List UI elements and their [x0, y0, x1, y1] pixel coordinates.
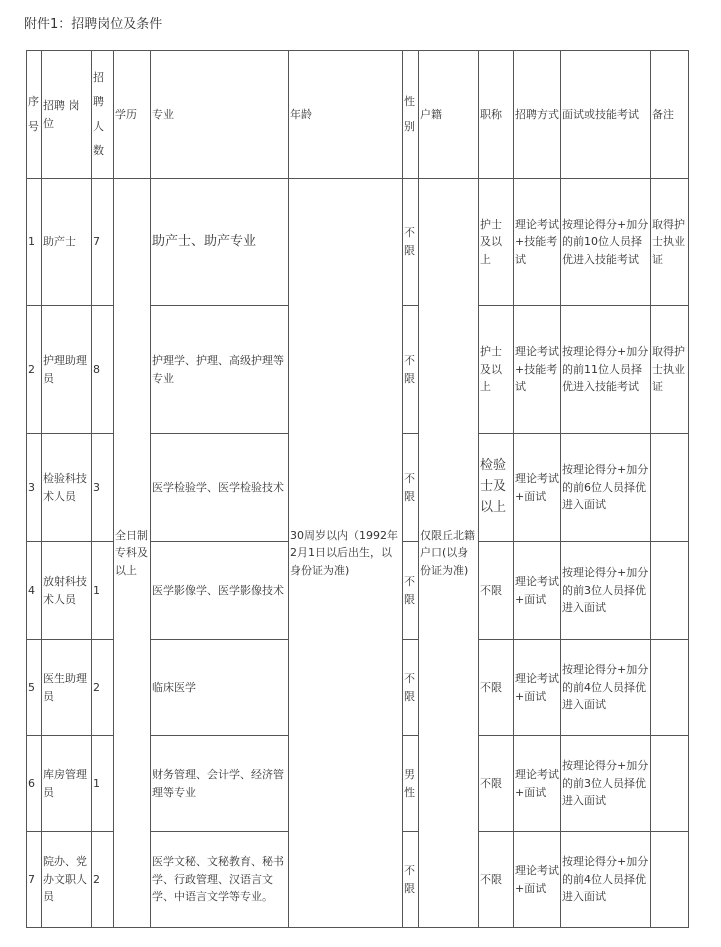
header-no: 序号 [27, 51, 42, 179]
header-row [27, 51, 689, 179]
cell-major: 医学影像学、医学影像技术 [151, 542, 289, 640]
cell-no: 4 [27, 542, 42, 640]
cell-title: 不限 [479, 640, 514, 736]
cell-note [651, 542, 689, 640]
cell-count: 3 [92, 434, 114, 542]
cell-exam: 按理论得分+加分的前3位人员择优进入面试 [561, 542, 651, 640]
cell-title: 不限 [479, 736, 514, 832]
cell-count: 7 [92, 179, 114, 306]
cell-age: 30周岁以内（1992年2月1日以后出生，以身份证为准) [289, 179, 403, 928]
cell-method: 理论考试+面试 [514, 434, 561, 542]
cell-major: 临床医学 [151, 640, 289, 736]
cell-post: 医生助理员 [42, 640, 92, 736]
header-exam: 面试或技能考试 [561, 51, 651, 179]
cell-method: 理论考试+面试 [514, 832, 561, 928]
cell-title: 护士及以上 [479, 306, 514, 434]
cell-title: 护士及以上 [479, 179, 514, 306]
cell-post: 护理助理员 [42, 306, 92, 434]
cell-gender: 不限 [403, 640, 419, 736]
cell-method: 理论考试+面试 [514, 640, 561, 736]
header-method: 招聘方式 [514, 51, 561, 179]
cell-major: 护理学、护理、高级护理等专业 [151, 306, 289, 434]
cell-title: 检验士及以上 [479, 434, 514, 542]
recruitment-table [26, 50, 689, 928]
cell-count: 2 [92, 832, 114, 928]
cell-method: 理论考试+技能考试 [514, 306, 561, 434]
header-age: 年龄 [289, 51, 403, 179]
cell-note [651, 640, 689, 736]
cell-no: 1 [27, 179, 42, 306]
header-note: 备注 [651, 51, 689, 179]
cell-hukou: 仅限丘北籍户口(以身份证为准) [419, 179, 479, 928]
document-title: 附件1：招聘岗位及条件 [24, 17, 163, 32]
cell-method: 理论考试+面试 [514, 736, 561, 832]
cell-post: 院办、党办文职人员 [42, 832, 92, 928]
cell-major: 医学检验学、医学检验技术 [151, 434, 289, 542]
cell-gender: 不限 [403, 434, 419, 542]
cell-no: 3 [27, 434, 42, 542]
cell-method: 理论考试+面试 [514, 542, 561, 640]
cell-no: 6 [27, 736, 42, 832]
cell-gender: 男性 [403, 736, 419, 832]
header-gender: 性别 [403, 51, 419, 179]
cell-exam: 按理论得分+加分的前3位人员择优进入面试 [561, 736, 651, 832]
cell-post: 放射科技术人员 [42, 542, 92, 640]
cell-note [651, 434, 689, 542]
header-major: 专业 [151, 51, 289, 179]
cell-note: 取得护士执业证 [651, 306, 689, 434]
cell-exam: 按理论得分+加分的前4位人员择优进入面试 [561, 640, 651, 736]
cell-count: 1 [92, 542, 114, 640]
cell-post: 检验科技术人员 [42, 434, 92, 542]
cell-gender: 不限 [403, 542, 419, 640]
cell-post: 助产士 [42, 179, 92, 306]
cell-count: 2 [92, 640, 114, 736]
cell-exam: 按理论得分+加分的前10位人员择优进入技能考试 [561, 179, 651, 306]
cell-major: 助产士、助产专业 [151, 179, 289, 306]
header-post: 招聘 岗位 [42, 51, 92, 179]
cell-exam: 按理论得分+加分的前11位人员择优进入技能考试 [561, 306, 651, 434]
cell-no: 7 [27, 832, 42, 928]
cell-method: 理论考试+技能考试 [514, 179, 561, 306]
header-education: 学历 [114, 51, 151, 179]
cell-title: 不限 [479, 832, 514, 928]
cell-gender: 不限 [403, 179, 419, 306]
cell-education: 全日制专科及以上 [114, 179, 151, 928]
cell-note [651, 832, 689, 928]
cell-count: 1 [92, 736, 114, 832]
cell-note: 取得护士执业证 [651, 179, 689, 306]
cell-major: 医学文秘、文秘教育、秘书学、行政管理、汉语言文学、中语言文学等专业。 [151, 832, 289, 928]
header-hukou: 户籍 [419, 51, 479, 179]
cell-count: 8 [92, 306, 114, 434]
cell-major: 财务管理、会计学、经济管理等专业 [151, 736, 289, 832]
header-title: 职称 [479, 51, 514, 179]
cell-note [651, 736, 689, 832]
cell-no: 2 [27, 306, 42, 434]
cell-exam: 按理论得分+加分的前6位人员择优进入面试 [561, 434, 651, 542]
cell-post: 库房管理员 [42, 736, 92, 832]
cell-title: 不限 [479, 542, 514, 640]
cell-exam: 按理论得分+加分的前4位人员择优进入面试 [561, 832, 651, 928]
cell-gender: 不限 [403, 832, 419, 928]
header-count: 招聘人数 [92, 51, 114, 179]
cell-gender: 不限 [403, 306, 419, 434]
table-row [27, 179, 689, 306]
cell-no: 5 [27, 640, 42, 736]
